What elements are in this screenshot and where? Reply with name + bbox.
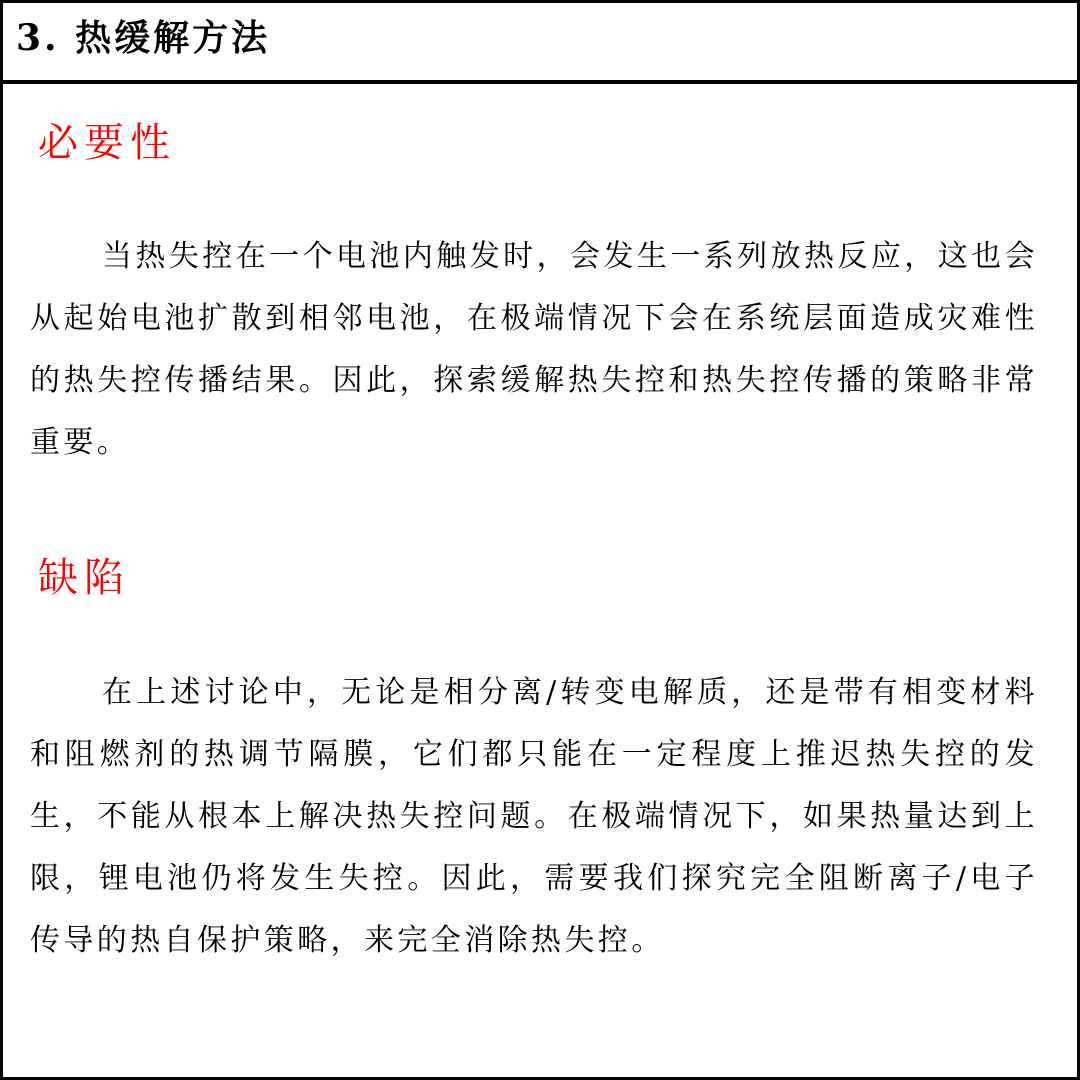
section-heading-drawbacks: 缺陷 [38,555,130,601]
page-title: 3. 热缓解方法 [16,17,271,59]
section-heading-necessity: 必要性 [38,120,176,166]
title-bar [0,0,1080,84]
section-paragraph-necessity: 当热失控在一个电池内触发时，会发生一系列放热反应，这也会从起始电池扩散到相邻电池，在极端情况下会在系统层面造成灾难性的热失控传播结果。因此，探索缓解热失控和热失控传播的策略非常重要。 [30,239,1038,460]
section-paragraph-drawbacks: 在上述讨论中，无论是相分离/转变电解质，还是带有相变材料和阻燃剂的热调节隔膜，它们都只能在一定程度上推迟热失控的发生，不能从根本上解决热失控问题。在极端情况下，如果热量达到上限，锂电池仍将发生失控。因此，需要我们探究完全阻断离子/电子传导的热自保护策略，来完全消除热失控。 [30,675,1038,958]
